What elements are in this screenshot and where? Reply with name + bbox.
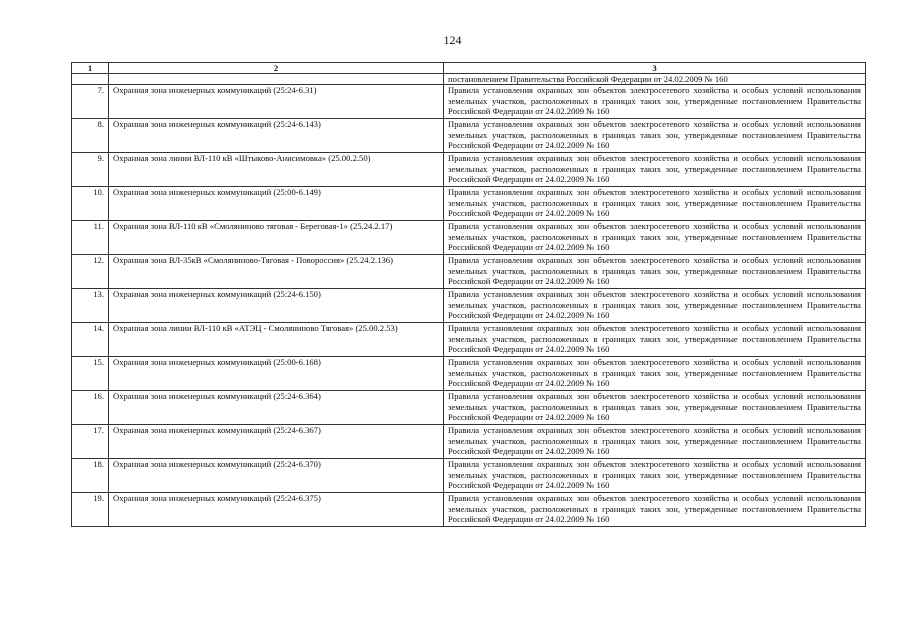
row-number: 11. (72, 221, 109, 255)
row-number: 7. (72, 85, 109, 119)
row-number: 14. (72, 323, 109, 357)
zone-name: Охранная зона линии ВЛ-110 кВ «АТЭЦ - Смоляниново Тяговая» (25.00.2.53) (109, 323, 444, 357)
table-row (72, 255, 866, 289)
rule-text: Правила установления охранных зон объектов электросетевого хозяйства и особых условий использования земельных участков, расположенных в границах таких зон, утвержденные постановлением Правительства Российской Федерации от 24.02.2009 № 160 (444, 425, 866, 459)
continuation-row (72, 74, 866, 85)
page-number: 124 (443, 33, 462, 47)
rule-text: Правила установления охранных зон объектов электросетевого хозяйства и особых условий использования земельных участков, расположенных в границах таких зон, утвержденные постановлением Правительства Российской Федерации от 24.02.2009 № 160 (444, 391, 866, 425)
column-header-1: 1 (72, 63, 109, 74)
row-number: 10. (72, 187, 109, 221)
zone-name: Охранная зона инженерных коммуникаций (25:24-6.143) (109, 119, 444, 153)
zone-name: Охранная зона ВЛ-110 кВ «Смоляниново тяговая - Береговая-1» (25.24.2.17) (109, 221, 444, 255)
zone-name: Охранная зона инженерных коммуникаций (25:24-6.150) (109, 289, 444, 323)
row-number: 9. (72, 153, 109, 187)
rule-text: Правила установления охранных зон объектов электросетевого хозяйства и особых условий использования земельных участков, расположенных в границах таких зон, утвержденные постановлением Правительства Российской Федерации от 24.02.2009 № 160 (444, 323, 866, 357)
table-row (72, 85, 866, 119)
zone-name: Охранная зона инженерных коммуникаций (25:00-6.149) (109, 187, 444, 221)
zone-name: Охранная зона инженерных коммуникаций (25:24-6.367) (109, 425, 444, 459)
table-row (72, 119, 866, 153)
table-row (72, 187, 866, 221)
rule-text: Правила установления охранных зон объектов электросетевого хозяйства и особых условий использования земельных участков, расположенных в границах таких зон, утвержденные постановлением Правительства Российской Федерации от 24.02.2009 № 160 (444, 153, 866, 187)
table-row (72, 391, 866, 425)
rule-text: Правила установления охранных зон объектов электросетевого хозяйства и особых условий использования земельных участков, расположенных в границах таких зон, утвержденные постановлением Правительства Российской Федерации от 24.02.2009 № 160 (444, 221, 866, 255)
rule-text: Правила установления охранных зон объектов электросетевого хозяйства и особых условий использования земельных участков, расположенных в границах таких зон, утвержденные постановлением Правительства Российской Федерации от 24.02.2009 № 160 (444, 119, 866, 153)
table-row (72, 459, 866, 493)
zone-name: Охранная зона инженерных коммуникаций (25:24-6.375) (109, 493, 444, 527)
row-number: 13. (72, 289, 109, 323)
table-row (72, 323, 866, 357)
zone-name: Охранная зона инженерных коммуникаций (25:24-6.364) (109, 391, 444, 425)
row-number: 8. (72, 119, 109, 153)
rule-text: Правила установления охранных зон объектов электросетевого хозяйства и особых условий использования земельных участков, расположенных в границах таких зон, утвержденные постановлением Правительства Российской Федерации от 24.02.2009 № 160 (444, 187, 866, 221)
table-row (72, 425, 866, 459)
rule-text: Правила установления охранных зон объектов электросетевого хозяйства и особых условий использования земельных участков, расположенных в границах таких зон, утвержденные постановлением Правительства Российской Федерации от 24.02.2009 № 160 (444, 289, 866, 323)
row-number: 12. (72, 255, 109, 289)
table-row (72, 493, 866, 527)
row-number: 18. (72, 459, 109, 493)
continuation-num-cell (72, 74, 109, 85)
zone-name: Охранная зона ВЛ-35кВ «Смоляниново-Тяговая - Поворосcия» (25.24.2.136) (109, 255, 444, 289)
rule-text: Правила установления охранных зон объектов электросетевого хозяйства и особых условий использования земельных участков, расположенных в границах таких зон, утвержденные постановлением Правительства Российской Федерации от 24.02.2009 № 160 (444, 357, 866, 391)
zone-name: Охранная зона инженерных коммуникаций (25:24-6.370) (109, 459, 444, 493)
row-number: 16. (72, 391, 109, 425)
continuation-name-cell (109, 74, 444, 85)
column-header-3: 3 (444, 63, 866, 74)
rule-text: Правила установления охранных зон объектов электросетевого хозяйства и особых условий использования земельных участков, расположенных в границах таких зон, утвержденные постановлением Правительства Российской Федерации от 24.02.2009 № 160 (444, 255, 866, 289)
rule-text: Правила установления охранных зон объектов электросетевого хозяйства и особых условий использования земельных участков, расположенных в границах таких зон, утвержденные постановлением Правительства Российской Федерации от 24.02.2009 № 160 (444, 493, 866, 527)
zone-name: Охранная зона инженерных коммуникаций (25:24-6.31) (109, 85, 444, 119)
row-number: 15. (72, 357, 109, 391)
rule-text: Правила установления охранных зон объектов электросетевого хозяйства и особых условий использования земельных участков, расположенных в границах таких зон, утвержденные постановлением Правительства Российской Федерации от 24.02.2009 № 160 (444, 459, 866, 493)
table-row (72, 357, 866, 391)
zone-name: Охранная зона линии ВЛ-110 кВ «Штыково-Анисимовка» (25.00.2.50) (109, 153, 444, 187)
column-header-2: 2 (109, 63, 444, 74)
table-row (72, 153, 866, 187)
continuation-rule-cell: постановлением Правительства Российской Федерации от 24.02.2009 № 160 (444, 74, 866, 85)
row-number: 19. (72, 493, 109, 527)
zones-table (71, 62, 866, 527)
table-header-row (72, 63, 866, 74)
zone-name: Охранная зона инженерных коммуникаций (25:00-6.168) (109, 357, 444, 391)
rule-text: Правила установления охранных зон объектов электросетевого хозяйства и особых условий использования земельных участков, расположенных в границах таких зон, утвержденные постановлением Правительства Российской Федерации от 24.02.2009 № 160 (444, 85, 866, 119)
table-row (72, 289, 866, 323)
row-number: 17. (72, 425, 109, 459)
table-row (72, 221, 866, 255)
